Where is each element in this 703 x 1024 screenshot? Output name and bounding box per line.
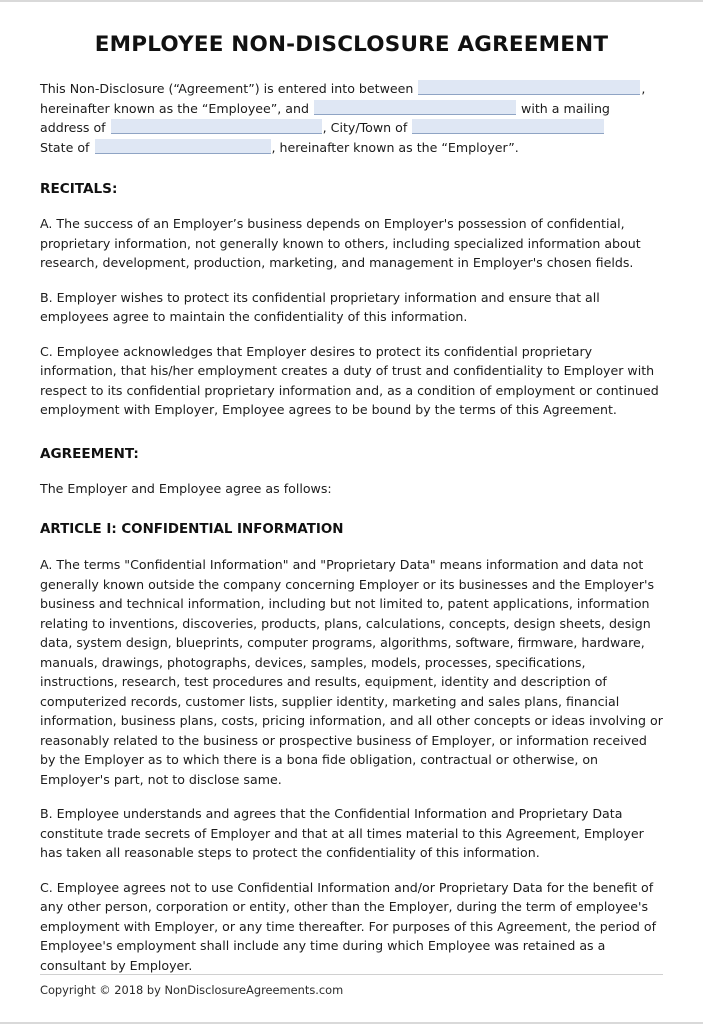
intro-paragraph: [40, 79, 663, 157]
intro-line-1: [40, 79, 663, 99]
intro-line-3: [40, 118, 663, 138]
state-field[interactable]: [95, 139, 271, 154]
mailing-address-field[interactable]: [111, 119, 322, 134]
article-paragraph-b: B. Employee understands and agrees that the Confidential Information and Proprietary Data constitute trade secrets of Employer and that at all times material to this Agreement, Employer has taken all reasonable steps to protect the confidentiality of this information.: [40, 806, 644, 860]
article-heading: ARTICLE I: CONFIDENTIAL INFORMATION: [40, 522, 344, 537]
city-town-field[interactable]: [412, 119, 604, 134]
employer-name-field[interactable]: [314, 100, 516, 115]
article-paragraph-a: A. The terms "Confidential Information" and "Proprietary Data" means information and data not generally known outside the company concerning Employer or its businesses and the Employer's business and technical information, including but not limited to, patent applications, information relating to inventions, discoveries, products, plans, calculations, concepts, design sheets, design data, system design, blueprints, computer programs, algorithms, software, firmware, hardware, manuals, drawings, photographs, devices, samples, models, processes, specifications, instructions, research, test procedures and results, equipment, identity and description of computerized records, customer lists, supplier identity, marketing and sales plans, financial information, business plans, costs, pricing information, and all other concepts or ideas involving or reasonably related to the business or prospective business of Employer, or information received by the Employer as to which there is a bona fide obligation, contractual or otherwise, on Employer's part, not to disclose same.: [40, 557, 663, 787]
intro-text-3: hereinafter known as the “Employee”, and: [40, 100, 309, 116]
intro-text-1: This Non-Disclosure (“Agreement”) is entered into between: [40, 81, 414, 96]
intro-text-5: address of: [40, 120, 106, 135]
page-title: EMPLOYEE NON-DISCLOSURE AGREEMENT: [94, 32, 609, 57]
agreement-heading: AGREEMENT:: [40, 445, 139, 462]
footer-divider: [40, 974, 663, 975]
recital-paragraph-c: C. Employee acknowledges that Employer desires to protect its confidential proprietary information, that his/her employment creates a duty of trust and confidentiality to Employer with respect to its confidential proprietary information and, as a condition of employment or continued employment with Employer, Employee agrees to be bound by the terms of this Agreement.: [40, 343, 659, 417]
employee-name-field[interactable]: [418, 80, 640, 95]
intro-line-4: [40, 138, 663, 158]
page-footer: [0, 974, 703, 1010]
intro-text-4: with a mailing: [521, 100, 610, 116]
recitals-heading: RECITALS:: [40, 181, 118, 197]
page-top-edge: [0, 0, 703, 2]
article-paragraph-c: C. Employee agrees not to use Confidential Information and/or Proprietary Data for the benefit of any other person, corporation or entity, other than the Employer, during the term of employee's employment with Employer, or any time thereafter. For purposes of this Agreement, the period of Employee's employment shall include any time during which Employee was retained as a consultant by Employer.: [40, 879, 657, 973]
intro-line-2: [40, 99, 663, 119]
intro-text-6: , City/Town of: [322, 120, 408, 135]
intro-text-2: ,: [641, 81, 646, 96]
intro-text-8: , hereinafter known as the “Employer”.: [271, 139, 519, 155]
intro-text-7: State of: [40, 139, 90, 155]
footer-copyright: Copyright © 2018 by NonDisclosureAgreements.com: [40, 983, 344, 997]
document-content: [40, 22, 663, 990]
recital-paragraph-a: A. The success of an Employer’s business depends on Employer's possession of confidential, proprietary information, not generally known to others, including specialized information about research, development, production, marketing, and management in Employer's chosen fields.: [40, 216, 641, 270]
agreement-intro: The Employer and Employee agree as follows:: [40, 480, 332, 496]
recital-paragraph-b: B. Employer wishes to protect its confidential proprietary information and ensure that all employees agree to maintain the confidentiality of this information.: [40, 289, 600, 324]
